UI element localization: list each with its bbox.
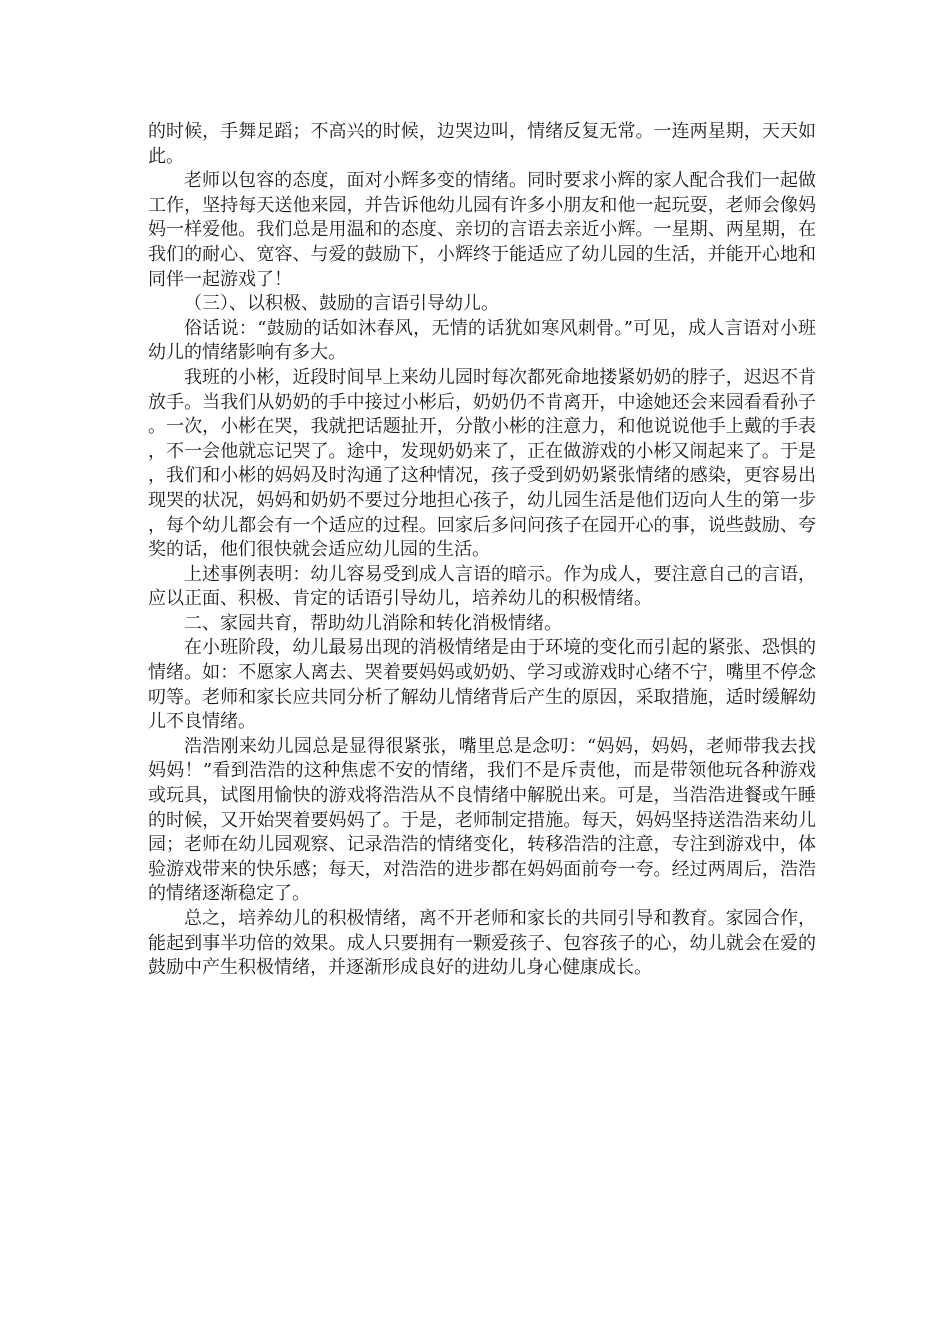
section-heading-3: （三）、以积极、鼓励的言语引导幼儿。 [184, 293, 499, 315]
paragraph-continued: 的时候，手舞足蹈；不高兴的时候，边哭边叫，情绪反复无常。一连两星期，天天如此。 [148, 121, 816, 167]
paragraph-proverb: 俗话说：“鼓励的话如沐春风，无情的话犹如寒风刺骨。”可见，成人言语对小班幼儿的情绪影响有多大。 [148, 317, 816, 364]
paragraph-xiaobin-case: 我班的小彬，近段时间早上来幼儿园时每次都死命地搂紧奶奶的脖子，迟迟不肯放手。当我们从奶奶的手中接过小彬后，奶奶仍不肯离开，中途她还会来园看看孙子。一次，小彬在哭，我就把话题扯开，分散小彬的注意力，和他说说他手上戴的手表，不一会他就忘记哭了。途中，发现奶奶来了，正在做游戏的小彬又闹起来了。于是，我们和小彬的妈妈及时沟通了这种情况，孩子受到奶奶紧张情绪的感染，更容易出现哭的状况，妈妈和奶奶不要过分地担心孩子，幼儿园生活是他们迈向人生的第一步，每个幼儿都会有一个适应的过程。回家后多问问孩子在园开心的事，说些鼓励、夸奖的话，他们很快就会适应幼儿园的生活。 [148, 366, 816, 561]
paragraph-small-class-emotions: 在小班阶段，幼儿最易出现的消极情绪是由于环境的变化而引起的紧张、恐惧的情绪。如：不愿家人离去、哭着要妈妈或奶奶、学习或游戏时心绪不宁，嘴里不停念叨等。老师和家长应共同分析了解幼儿情绪背后产生的原因，采取措施，适时缓解幼儿不良情绪。 [148, 637, 816, 733]
document-body [148, 120, 816, 981]
paragraph-case-conclusion: 上述事例表明：幼儿容易受到成人言语的暗示。作为成人，要注意自己的言语，应以正面、积极、肯定的话语引导幼儿，培养幼儿的积极情绪。 [148, 563, 816, 610]
paragraph-haohao-case: 浩浩刚来幼儿园总是显得很紧张，嘴里总是念叨：“妈妈，妈妈，老师带我去找妈妈！”看到浩浩的这种焦虑不安的情绪，我们不是斥责他，而是带领他玩各种游戏或玩具，试图用愉快的游戏将浩浩从不良情绪中解脱出来。可是，当浩浩进餐或午睡的时候，又开始哭着要妈妈了。于是，老师制定措施。每天，妈妈坚持送浩浩来幼儿园；老师在幼儿园观察、记录浩浩的情绪变化，转移浩浩的注意，专注到游戏中，体验游戏带来的快乐感；每天，对浩浩的进步都在妈妈面前夸一夸。经过两周后，浩浩的情绪逐渐稳定了。 [148, 735, 816, 905]
paragraph-summary: 总之，培养幼儿的积极情绪，离不开老师和家长的共同引导和教育。家园合作，能起到事半功倍的效果。成人只要拥有一颗爱孩子、包容孩子的心，幼儿就会在爱的鼓励中产生积极情绪，并逐渐形成良好的进幼儿身心健康成长。 [148, 908, 816, 979]
paragraph-xiaohui-tolerance: 老师以包容的态度，面对小辉多变的情绪。同时要求小辉的家人配合我们一起做工作，坚持每天送他来园，并告诉他幼儿园有许多小朋友和他一起玩耍，老师会像妈妈一样爱他。我们总是用温和的态度、亲切的言语去亲近小辉。一星期、两星期，在我们的耐心、宽容、与爱的鼓励下，小辉终于能适应了幼儿园的生活，并能开心地和同伴一起游戏了！ [148, 170, 816, 290]
section-heading-2: 二、家园共育，帮助幼儿消除和转化消极情绪。 [184, 612, 562, 634]
